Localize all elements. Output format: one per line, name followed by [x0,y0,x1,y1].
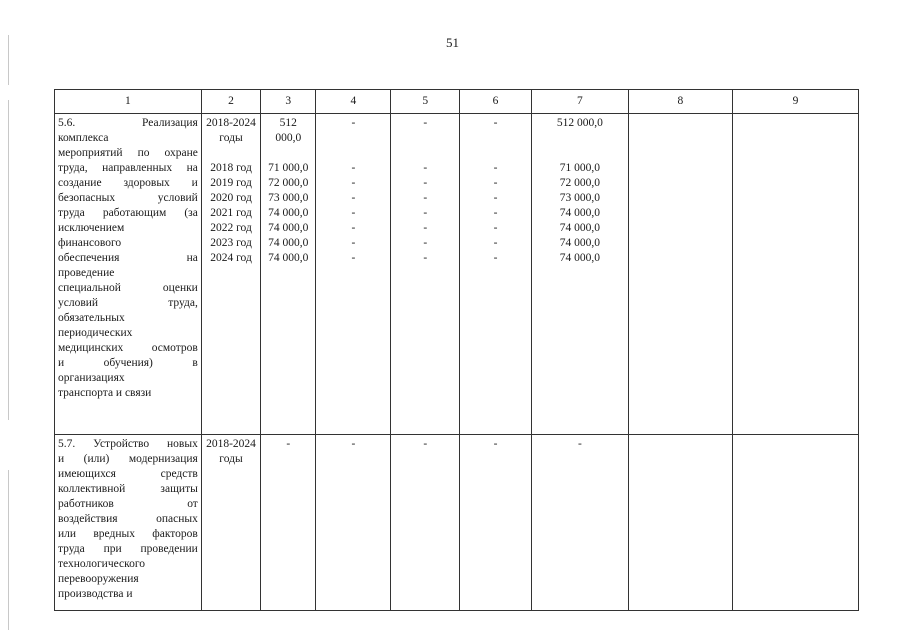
year-value: 74 000,0 [559,222,601,234]
description-line: безопасных условий [58,192,198,204]
period-range: 2018-2024 [206,117,256,129]
year-value: - [493,162,498,174]
year-value: - [493,192,498,204]
year-value: - [351,207,356,219]
description-line: комплекса [58,132,109,144]
column-header-8: 8 [628,90,732,114]
year-value: 73 000,0 [559,192,601,204]
total-value: - [493,117,498,129]
year-value: 72 000,0 [559,177,601,189]
total-value: 512 000,0 [556,117,603,129]
column-6-cell [460,114,532,435]
program-table [54,89,859,611]
column-6-cell: - [460,435,532,611]
description-line: финансового [58,237,122,249]
description-line: исключением [58,222,125,234]
column-header-4: 4 [316,90,391,114]
description-line: труда работающим (за [58,207,198,219]
year-value: 72 000,0 [268,177,309,189]
year-label: 2019 год [210,177,252,189]
description-line: воздействия опасных [58,513,198,525]
description-line: мероприятий по охране [58,147,198,159]
year-value: 74 000,0 [559,207,601,219]
column-9-cell [732,114,858,435]
year-value: - [351,237,356,249]
description-line: труда при проведении [58,543,198,555]
total-amount-part1: 512 [279,117,297,129]
description-line: коллективной защиты [58,483,198,495]
description-line: 5.7. Устройство новых [58,438,198,450]
year-value: - [423,207,428,219]
column-3-cell: - [261,435,316,611]
description-line: производства и [58,588,133,600]
year-value: - [351,192,356,204]
measure-description-cell [55,435,202,611]
year-value: - [423,177,428,189]
measure-description-cell [55,114,202,435]
year-label: 2018 год [210,162,252,174]
description-line: обеспечения на [58,252,198,264]
column-5-cell [391,114,460,435]
description-line: создание здоровых и [58,177,198,189]
year-value: 74 000,0 [268,252,309,264]
description-line: условий труда, [58,297,198,309]
year-value: 71 000,0 [559,162,601,174]
year-label: 2020 год [210,192,252,204]
scan-margin-line-bottom [8,470,9,630]
description-line: имеющихся средств [58,468,198,480]
year-value: 71 000,0 [268,162,309,174]
year-value: - [351,177,356,189]
column-header-5: 5 [391,90,460,114]
column-header-1: 1 [55,90,202,114]
year-value: - [493,252,498,264]
year-value: - [423,192,428,204]
description-line: специальной оценки [58,282,198,294]
year-value: - [493,237,498,249]
column-3-cell [261,114,316,435]
description-line: перевооружения [58,573,139,585]
period-cell [201,114,260,435]
description-line: или вредных факторов [58,528,198,540]
column-header-6: 6 [460,90,532,114]
description-line: технологического [58,558,146,570]
description-line: труда, направленных на [58,162,198,174]
year-value: 74 000,0 [268,237,309,249]
description-line: медицинских осмотров [58,342,198,354]
total-amount-part2: 000,0 [275,132,302,144]
year-label: 2024 год [210,252,252,264]
column-4-cell: - [316,435,391,611]
total-value: - [351,117,356,129]
column-8-cell [628,114,732,435]
period-range: 2018-2024 [206,438,256,450]
description-line: 5.6. Реализация [58,117,198,129]
year-value: 74 000,0 [268,222,309,234]
description-line: проведение [58,267,115,279]
year-label: 2021 год [210,207,252,219]
column-8-cell [628,435,732,611]
column-7-cell [531,114,628,435]
year-value: - [423,222,428,234]
description-line: организациях [58,372,125,384]
column-header-7: 7 [531,90,628,114]
column-7-cell: - [531,435,628,611]
column-header-3: 3 [261,90,316,114]
column-header-2: 2 [201,90,260,114]
scan-margin-line-mid [8,100,9,420]
year-value: - [423,162,428,174]
year-value: 73 000,0 [268,192,309,204]
year-value: 74 000,0 [268,207,309,219]
year-value: - [423,252,428,264]
table-row-5-7 [55,435,859,611]
column-5-cell: - [391,435,460,611]
column-number-row [55,90,859,114]
description-line: и обучения) в [58,357,198,369]
period-unit: годы [219,453,243,465]
year-value: - [493,222,498,234]
total-value: - [423,117,428,129]
column-4-cell [316,114,391,435]
column-header-9: 9 [732,90,858,114]
description-line: обязательных [58,312,125,324]
year-value: - [493,177,498,189]
description-line: работников от [58,498,198,510]
year-label: 2023 год [210,237,252,249]
column-9-cell [732,435,858,611]
year-value: - [351,162,356,174]
page-number: 51 [446,35,459,50]
year-value: 74 000,0 [559,237,601,249]
description-line: транспорта и связи [58,387,152,399]
year-value: - [423,237,428,249]
table-row-5-6 [55,114,859,435]
period-cell [201,435,260,611]
year-value: 74 000,0 [559,252,601,264]
description-line: периодических [58,327,133,339]
period-unit: годы [219,132,243,144]
year-value: - [351,252,356,264]
year-value: - [351,222,356,234]
description-line: и (или) модернизация [58,453,198,465]
year-label: 2022 год [210,222,252,234]
year-value: - [493,207,498,219]
